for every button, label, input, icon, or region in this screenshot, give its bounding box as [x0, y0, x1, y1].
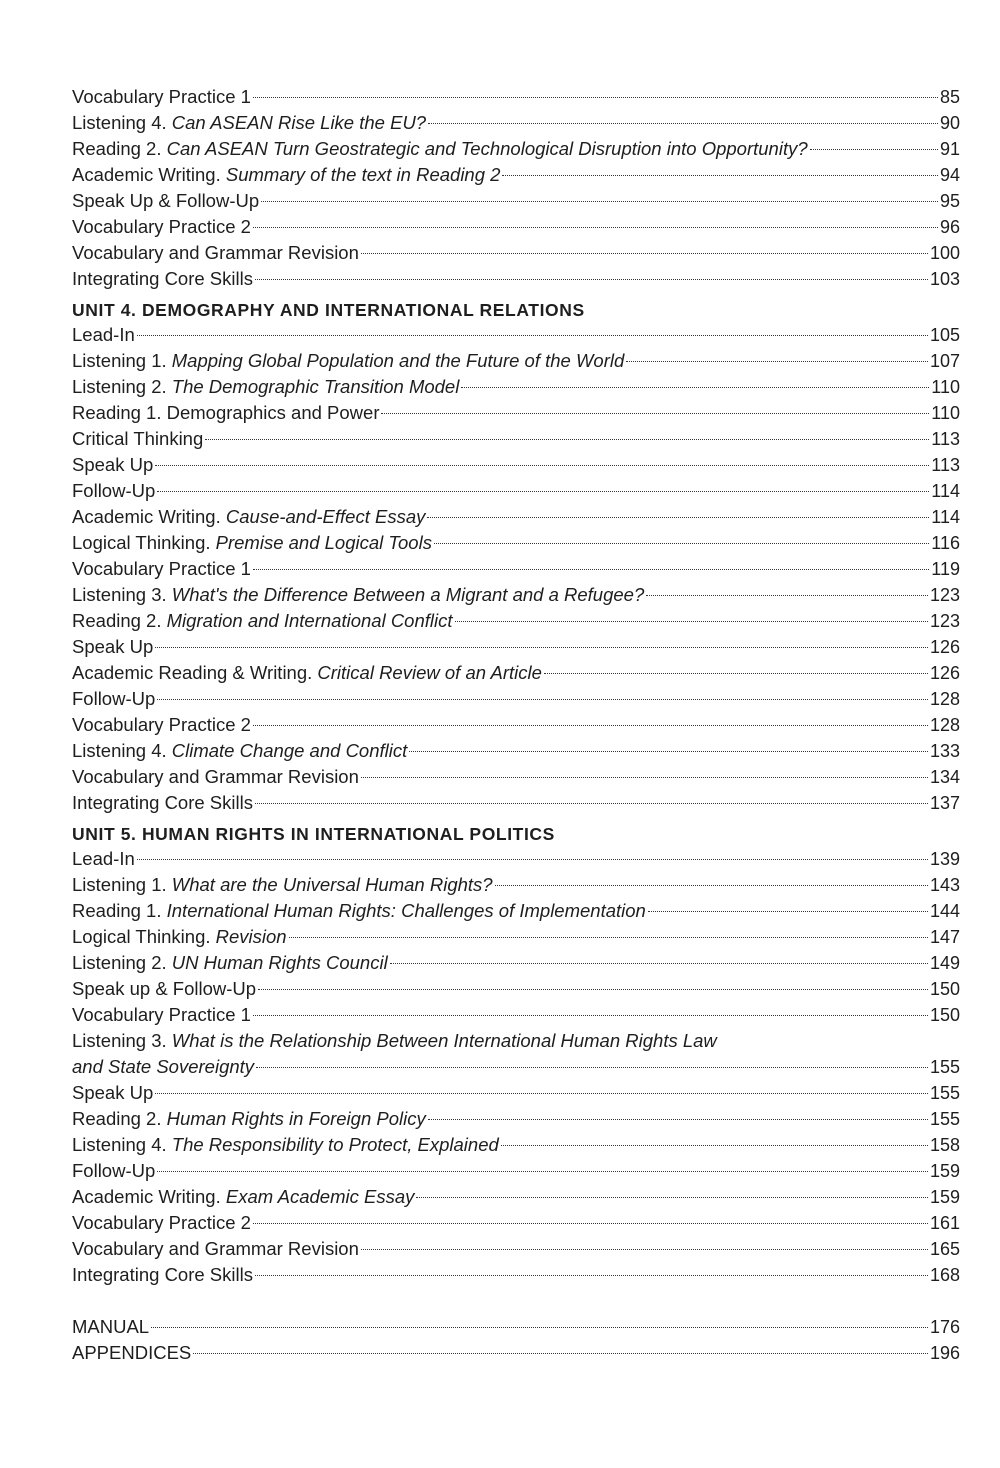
entry-label: MANUAL: [72, 1316, 150, 1337]
toc-entry: [72, 898, 960, 924]
toc-entry: [72, 582, 960, 608]
toc-entry: [72, 1184, 960, 1210]
toc-entry: [72, 188, 960, 214]
page-number: 94: [939, 165, 960, 185]
toc-entry: [72, 1054, 960, 1080]
page-number: 96: [939, 217, 960, 237]
dot-leader: [255, 279, 928, 280]
page-number: 158: [929, 1135, 960, 1155]
toc-entry: [72, 660, 960, 686]
dot-leader: [253, 227, 938, 228]
toc-entry: [72, 1106, 960, 1132]
dot-leader: [390, 963, 928, 964]
entry-title: The Responsibility to Protect, Explained: [171, 1134, 499, 1155]
entry-label: Lead-In: [72, 324, 135, 345]
toc-entry: [72, 162, 960, 188]
dot-leader: [495, 885, 928, 886]
toc-entry-title-line: [72, 1028, 960, 1054]
page-number: 147: [929, 927, 960, 947]
entry-title: Mapping Global Population and the Future of the World: [171, 350, 625, 371]
page-number: 144: [929, 901, 960, 921]
unit-heading: UNIT 4. DEMOGRAPHY AND INTERNATIONAL RELATIONS: [72, 300, 585, 320]
entry-title: UN Human Rights Council: [171, 952, 388, 973]
entry-label: Vocabulary Practice 1: [72, 558, 251, 579]
page-number: 103: [929, 269, 960, 289]
dot-leader: [155, 1093, 928, 1094]
dot-leader: [461, 387, 929, 388]
entry-label: Logical Thinking. Premise and Logical Tools: [72, 532, 432, 553]
page-number: 139: [929, 849, 960, 869]
dot-leader: [253, 1223, 928, 1224]
toc-entry: [72, 608, 960, 634]
page-number: 126: [929, 637, 960, 657]
entry-label: Vocabulary Practice 2: [72, 216, 251, 237]
dot-leader: [155, 647, 928, 648]
toc-entry: [72, 790, 960, 816]
page-number: 123: [929, 611, 960, 631]
entry-label: Logical Thinking. Revision: [72, 926, 287, 947]
page-number: 114: [931, 481, 960, 501]
page-number: 85: [939, 87, 960, 107]
table-of-contents: [72, 84, 960, 1366]
dot-leader: [501, 1145, 928, 1146]
page-number: 161: [929, 1213, 960, 1233]
page-number: 176: [929, 1317, 960, 1337]
entry-title: The Demographic Transition Model: [171, 376, 460, 397]
page-number: 110: [931, 403, 960, 423]
entry-label: Listening 1. Mapping Global Population and the Future of the World: [72, 350, 625, 371]
page-number: 155: [929, 1109, 960, 1129]
toc-entry: [72, 1132, 960, 1158]
page-number: 126: [929, 663, 960, 683]
entry-label: Academic Reading & Writing. Critical Review of an Article: [72, 662, 542, 683]
entry-label: Speak Up: [72, 1082, 154, 1103]
entry-label: APPENDICES: [72, 1342, 192, 1363]
page-number: 95: [939, 191, 960, 211]
entry-label: Vocabulary Practice 1: [72, 1004, 251, 1025]
page-number: 149: [929, 953, 960, 973]
section-spacer: [72, 1288, 960, 1314]
toc-entry: [72, 686, 960, 712]
dot-leader: [157, 491, 929, 492]
entry-title: Critical Review of an Article: [317, 662, 542, 683]
toc-entry: [72, 110, 960, 136]
page-number: 150: [929, 979, 960, 999]
toc-entry: [72, 452, 960, 478]
toc-entry: [72, 84, 960, 110]
entry-label: Follow-Up: [72, 1160, 156, 1181]
entry-title: Migration and International Conflict: [166, 610, 453, 631]
toc-entry: [72, 504, 960, 530]
page-number: 113: [931, 429, 960, 449]
entry-title: Climate Change and Conflict: [171, 740, 408, 761]
entry-label: Listening 2. The Demographic Transition Model: [72, 376, 460, 397]
toc-entry: [72, 240, 960, 266]
dot-leader: [137, 335, 928, 336]
entry-label: [72, 1054, 254, 1080]
entry-label: Vocabulary Practice 2: [72, 714, 251, 735]
toc-entry: [72, 322, 960, 348]
dot-leader: [253, 97, 938, 98]
entry-label: Reading 1. Demographics and Power: [72, 402, 380, 423]
entry-label: Listening 4. The Responsibility to Protect, Explained: [72, 1134, 499, 1155]
dot-leader: [361, 1249, 928, 1250]
toc-entry: [72, 136, 960, 162]
dot-leader: [544, 673, 928, 674]
toc-entry: [72, 738, 960, 764]
page-number: 150: [929, 1005, 960, 1025]
page-number: 100: [929, 243, 960, 263]
toc-entry: [72, 950, 960, 976]
page-number: 116: [931, 533, 960, 553]
entry-label: Lead-In: [72, 848, 135, 869]
dot-leader: [361, 253, 928, 254]
dot-leader: [381, 413, 929, 414]
page-number: 119: [931, 559, 960, 579]
entry-label: Reading 2. Human Rights in Foreign Policy: [72, 1108, 426, 1129]
unit-heading: UNIT 5. HUMAN RIGHTS IN INTERNATIONAL POLITICS: [72, 824, 555, 844]
entry-label: Listening 4. Can ASEAN Rise Like the EU?: [72, 112, 427, 133]
entry-title: Can ASEAN Turn Geostrategic and Technological Disruption into Opportunity?: [166, 138, 808, 159]
dot-leader: [253, 569, 929, 570]
toc-entry: [72, 214, 960, 240]
dot-leader: [409, 751, 928, 752]
dot-leader: [255, 803, 928, 804]
entry-title: What is the Relationship Between International Human Rights Law: [171, 1030, 717, 1051]
page-number: 107: [929, 351, 960, 371]
dot-leader: [289, 937, 928, 938]
entry-label: Integrating Core Skills: [72, 1264, 253, 1285]
toc-entry: [72, 634, 960, 660]
dot-leader: [416, 1197, 928, 1198]
entry-label: Vocabulary Practice 2: [72, 1212, 251, 1233]
dot-leader: [428, 123, 938, 124]
dot-leader: [648, 911, 928, 912]
page-number: 128: [929, 689, 960, 709]
page-number: 155: [929, 1083, 960, 1103]
dot-leader: [810, 149, 938, 150]
toc-entry: [72, 872, 960, 898]
toc-entry: [72, 556, 960, 582]
entry-label: Follow-Up: [72, 480, 156, 501]
toc-entry: [72, 924, 960, 950]
dot-leader: [253, 1015, 928, 1016]
dot-leader: [428, 1119, 928, 1120]
dot-leader: [157, 699, 928, 700]
dot-leader: [646, 595, 928, 596]
toc-entry: [72, 530, 960, 556]
entry-label: Academic Writing. Cause-and-Effect Essay: [72, 506, 426, 527]
toc-entry: [72, 1002, 960, 1028]
page-number: 165: [929, 1239, 960, 1259]
entry-title: Human Rights in Foreign Policy: [166, 1108, 426, 1129]
page-number: 159: [929, 1161, 960, 1181]
entry-title: Premise and Logical Tools: [215, 532, 432, 553]
entry-label: Vocabulary and Grammar Revision: [72, 1238, 359, 1259]
entry-title: Revision: [215, 926, 287, 947]
entry-label: Vocabulary and Grammar Revision: [72, 766, 359, 787]
entry-label: Listening 3. What's the Difference Between a Migrant and a Refugee?: [72, 584, 645, 605]
toc-entry: [72, 846, 960, 872]
entry-label: Follow-Up: [72, 688, 156, 709]
dot-leader: [455, 621, 928, 622]
page-number: 91: [939, 139, 960, 159]
entry-label: Integrating Core Skills: [72, 268, 253, 289]
dot-leader: [258, 989, 928, 990]
page-number: 90: [939, 113, 960, 133]
entry-title: What are the Universal Human Rights?: [171, 874, 493, 895]
page-number: 133: [929, 741, 960, 761]
entry-title: What's the Difference Between a Migrant and a Refugee?: [171, 584, 645, 605]
entry-label: Speak Up: [72, 636, 154, 657]
entry-label: Academic Writing. Summary of the text in Reading 2: [72, 164, 501, 185]
entry-label: Listening 1. What are the Universal Human Rights?: [72, 874, 493, 895]
entry-label: Critical Thinking: [72, 428, 204, 449]
toc-entry: [72, 976, 960, 1002]
dot-leader: [261, 201, 938, 202]
entry-label: Vocabulary and Grammar Revision: [72, 242, 359, 263]
entry-label: Reading 2. Migration and International Conflict: [72, 610, 453, 631]
entry-label: Speak Up: [72, 454, 154, 475]
toc-entry: [72, 764, 960, 790]
dot-leader: [255, 1275, 928, 1276]
toc-entry: [72, 712, 960, 738]
toc-entry: [72, 478, 960, 504]
dot-leader: [502, 175, 938, 176]
dot-leader: [193, 1353, 928, 1354]
entry-label: Reading 1. International Human Rights: Challenges of Implementation: [72, 900, 646, 921]
page-number: 128: [929, 715, 960, 735]
entry-label: Listening 2. UN Human Rights Council: [72, 952, 388, 973]
toc-entry: [72, 374, 960, 400]
page-number: 196: [929, 1343, 960, 1363]
entry-title: Cause-and-Effect Essay: [225, 506, 426, 527]
dot-leader: [157, 1171, 928, 1172]
toc-entry: [72, 266, 960, 292]
page-number: 123: [929, 585, 960, 605]
toc-entry: [72, 1210, 960, 1236]
page-number: 105: [929, 325, 960, 345]
entry-label: Listening 4. Climate Change and Conflict: [72, 740, 408, 761]
entry-title: and State Sovereignty: [72, 1056, 255, 1077]
entry-label: Listening 3.: [72, 1030, 172, 1051]
entry-title: Can ASEAN Rise Like the EU?: [171, 112, 427, 133]
toc-entry: [72, 348, 960, 374]
dot-leader: [361, 777, 928, 778]
dot-leader: [427, 517, 929, 518]
entry-label: Academic Writing. Exam Academic Essay: [72, 1186, 415, 1207]
page-number: 159: [929, 1187, 960, 1207]
entry-title: International Human Rights: Challenges of Implementation: [166, 900, 646, 921]
toc-entry: [72, 1236, 960, 1262]
entry-label: Speak Up & Follow-Up: [72, 190, 260, 211]
dot-leader: [205, 439, 929, 440]
dot-leader: [626, 361, 928, 362]
entry-title: Summary of the text in Reading 2: [225, 164, 501, 185]
toc-entry: [72, 426, 960, 452]
toc-entry: [72, 1080, 960, 1106]
page-number: 110: [931, 377, 960, 397]
toc-entry: [72, 1340, 960, 1366]
dot-leader: [155, 465, 929, 466]
page-number: 168: [929, 1265, 960, 1285]
toc-entry: [72, 1314, 960, 1340]
toc-entry: [72, 400, 960, 426]
dot-leader: [253, 725, 928, 726]
dot-leader: [151, 1327, 928, 1328]
page-number: 143: [929, 875, 960, 895]
page-number: 114: [931, 507, 960, 527]
entry-title: Exam Academic Essay: [225, 1186, 415, 1207]
page-number: 113: [931, 455, 960, 475]
page-number: 137: [929, 793, 960, 813]
entry-label: Reading 2. Can ASEAN Turn Geostrategic and Technological Disruption into Opportunity?: [72, 138, 808, 159]
dot-leader: [137, 859, 928, 860]
page-number: 155: [929, 1057, 960, 1077]
toc-entry: [72, 1158, 960, 1184]
toc-entry: [72, 1262, 960, 1288]
entry-label: Vocabulary Practice 1: [72, 86, 251, 107]
dot-leader: [256, 1067, 928, 1068]
entry-label: Speak up & Follow-Up: [72, 978, 257, 999]
dot-leader: [434, 543, 929, 544]
page-number: 134: [929, 767, 960, 787]
entry-label: Integrating Core Skills: [72, 792, 253, 813]
